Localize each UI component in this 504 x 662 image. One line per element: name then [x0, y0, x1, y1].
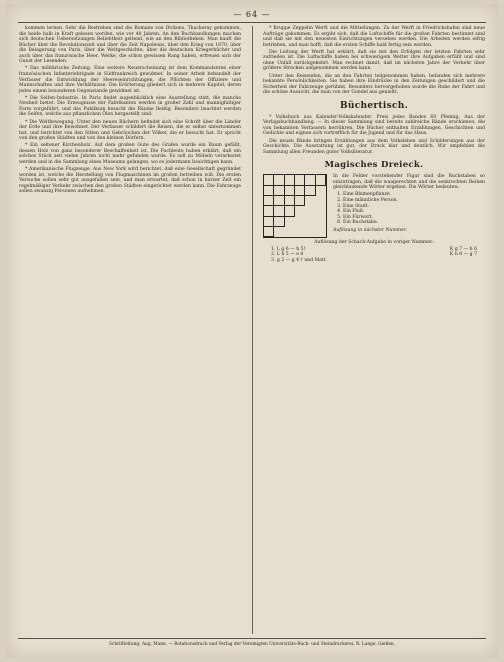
puzzle-footnote: Auflösung in nächster Nummer.	[333, 227, 408, 233]
article-paragraph: Die Leitung der Werft hat erklärt, daß sie mit den Erfolgen der letzten Fahrten sehr zufrieden ist. Die Luftschiffe haben bei schwierigem Wetter ihre Aufgaben erfüllt und sind ohne Unfall zurückgekehrt. Man rechnet damit, daß im nächsten Jahre der Verkehr über größere Strecken aufgenommen werden kann.	[263, 49, 485, 72]
puzzle-clue: 3. Eine Stadt.	[343, 204, 485, 210]
right-column	[263, 26, 485, 636]
article-paragraph: Unter den Reisenden, die an den Fahrten teilgenommen haben, befanden sich mehrere bekannte Persönlichkeiten. Sie haben ihre Eindrücke in den Zeitungen geschildert und die Sicherheit der Fahrzeuge gerühmt. Besonders hervorgehoben wurde die Ruhe der Fahrt und die schöne Aussicht, die man von der Gondel aus genießt.	[263, 73, 485, 96]
puzzle-title: Magisches Dreieck.	[324, 160, 424, 171]
solution-move: 1. L g 6 — h 5!	[271, 246, 306, 252]
header-rule	[18, 22, 486, 23]
article-paragraph: * Die Weltbewegung. Unter den neuen Büchern befindet sich eine Schrift über die Länder der Erde und ihre Bewohner. Der Verfasser schildert die Reisen, die er selbst unternommen hat, und berichtet von den Sitten und Gebräuchen der Völker, die er besucht hat. Er spricht von den großen Städten und von den kleinen Dörfern.	[19, 119, 241, 142]
puzzle-clue-list	[343, 192, 485, 225]
solutions-heading: Auflösung der Schach-Aufgabe in voriger Nummer:	[314, 240, 434, 246]
article-paragraph: * Das militärische Zeitung. Eine weitere Neuerscheinung ist dem Kommandanten einer französischen Infanteriebrigade in Südfrankreich gewidmet. In seiner Arbeit behandelt der Verfasser die Entwicklung der Heereseinrichtungen, die Pflichten der Offiziere und Mannschaften und ihre Verhältnisse. Die Erörterung gliedert sich in mehrere Kapitel, deren jedes einem besonderen Gegenstande gewidmet ist.	[19, 66, 241, 94]
article-paragraph: * Amerikanische Flugzeuge. Aus New York wird berichtet, daß eine Gesellschaft gegründet worden ist, welche die Herstellung von Flugmaschinen im großen betreiben will. Die ersten Versuche sollen sehr gut ausgefallen sein, und man erwartet, daß schon in kurzer Zeit ein regelmäßiger Verkehr zwischen den großen Städten eingerichtet werden kann. Die Fahrzeuge sollen zwanzig Personen aufnehmen.	[19, 167, 241, 195]
puzzle-text	[333, 174, 485, 238]
newspaper-page	[6, 4, 498, 658]
article-paragraph: * Die Seifen-Industrie. In Paris findet augenblicklich eine Ausstellung statt, die manche Neuheit bietet. Die Erzeugnisse der Fabrikanten werden in großer Zahl und mannigfaltiger Form vorgeführt, und das Publikum besucht die Räume fleißig. Besonders beachtet werden die Seifen, welche aus pflanzlichen Ölen hergestellt sind.	[19, 95, 241, 118]
solution-move: 2. L h 5 — e 8	[271, 252, 304, 258]
puzzle-intro: In die Felder vorstehender Figur sind die Buchstaben so einzutragen, daß die waagerechten und die senkrechten Reihen gleichlautende Wörter ergeben. Die Wörter bedeuten:	[333, 174, 485, 191]
book-review-paragraph: * Volksbuch aus Kalender-Volkskalender. Preis jedes Bandes 60 Pfennig. Aus der Verlagsbuchhandlung. — In dieser Sammlung sind bereits zahlreiche Bände erschienen, die von bekannten Verfassern herrühren. Die Bücher enthalten Erzählungen, Geschichten und Gedichte und eignen sich vortrefflich für die Jugend und für das Haus.	[263, 114, 485, 137]
article-paragraph: kommen lernen. Sehr die Bestreben sind die Romane von Dickens, Thackeray gekommen, die beide halb in Kraft gelesen werden, wie vor 40 Jahren. An den Buchhandlungen machen sich deutschen Uebersetzungen Beliebtheit geltend, wie an den Bibliotheken. Man kauft die Bücher über die Revolutionszeit und über die Zeit Napoleons, über den Krieg von 1870, über die Belagerung von Paris, über die Weltgeschichte, über die deutschen Kriegerbücher und auch über das französische Heer. Werke, die schon gewissen Rang haben, erfreuen sich der Gunst der Lesenden.	[19, 26, 241, 65]
book-section-title: Büchertisch.	[339, 100, 409, 111]
puzzle-clue: 2. Eine männliche Person.	[343, 198, 485, 204]
solution-reply: K g 7 — h 6	[449, 246, 477, 252]
magic-triangle-grid	[263, 174, 327, 238]
solution-row	[263, 258, 485, 264]
puzzle-clue: 5. Ein Fürwort.	[343, 215, 485, 221]
article-paragraph: * Kruppe Zeppelin Werft und die Mitteilungen. Zu der Werft in Friedrichshafen sind neue Aufträge gekommen. Es ergibt sich, daß die Luftschiffe für die großen Fahrten bestimmt sind und daß sie mit den neuesten Einrichtungen versehen werden. Die Arbeiten werden eifrig betrieben, und man hofft, daß die ersten Schiffe bald fertig sein werden.	[263, 26, 485, 48]
puzzle-clue: 1. Eine Blumenpflanze.	[343, 192, 485, 198]
column-divider	[252, 26, 253, 634]
page-number: — 64 —	[233, 10, 271, 19]
solution-reply: K h 6 — g 7	[449, 252, 477, 258]
article-paragraph: * Ein seltener Kirchenholz. Auf dem großen Gute des Grafen wurde ein Baum gefällt, dessen Holz von ganz besonderer Beschaffenheit ist. Die Fachleute haben erklärt, daß ein solches Stück seit vielen Jahren nicht mehr gefunden wurde. Es soll zu Möbeln verarbeitet werden und in die Sammlung eines Museums gelangen, wo es jedermann besichtigen kann.	[19, 143, 241, 165]
book-review-paragraph: Die neuen Bände bringen Erzählungen aus dem Volksleben und Schilderungen aus der Geschichte. Die Ausstattung ist gut, der Druck klar und deutlich. Wir empfehlen die Sammlung allen Freunden guter Volksliteratur.	[263, 138, 485, 155]
left-column	[19, 26, 241, 636]
puzzle-clue: 6. Ein Buchstabe.	[343, 220, 485, 226]
puzzle-block	[263, 174, 485, 238]
imprint-footer: Schriftleitung: Aug. Mann. — Rotationsdruck und Verlag der Vereinigten Universitäts-Buch- und Steindruckerei, R. Lange, Gießen.	[18, 638, 486, 648]
solution-move: 3. g 2 — g 4 † und Matt.	[271, 257, 328, 263]
puzzle-clue: 4. Ein Fluß.	[343, 209, 485, 215]
